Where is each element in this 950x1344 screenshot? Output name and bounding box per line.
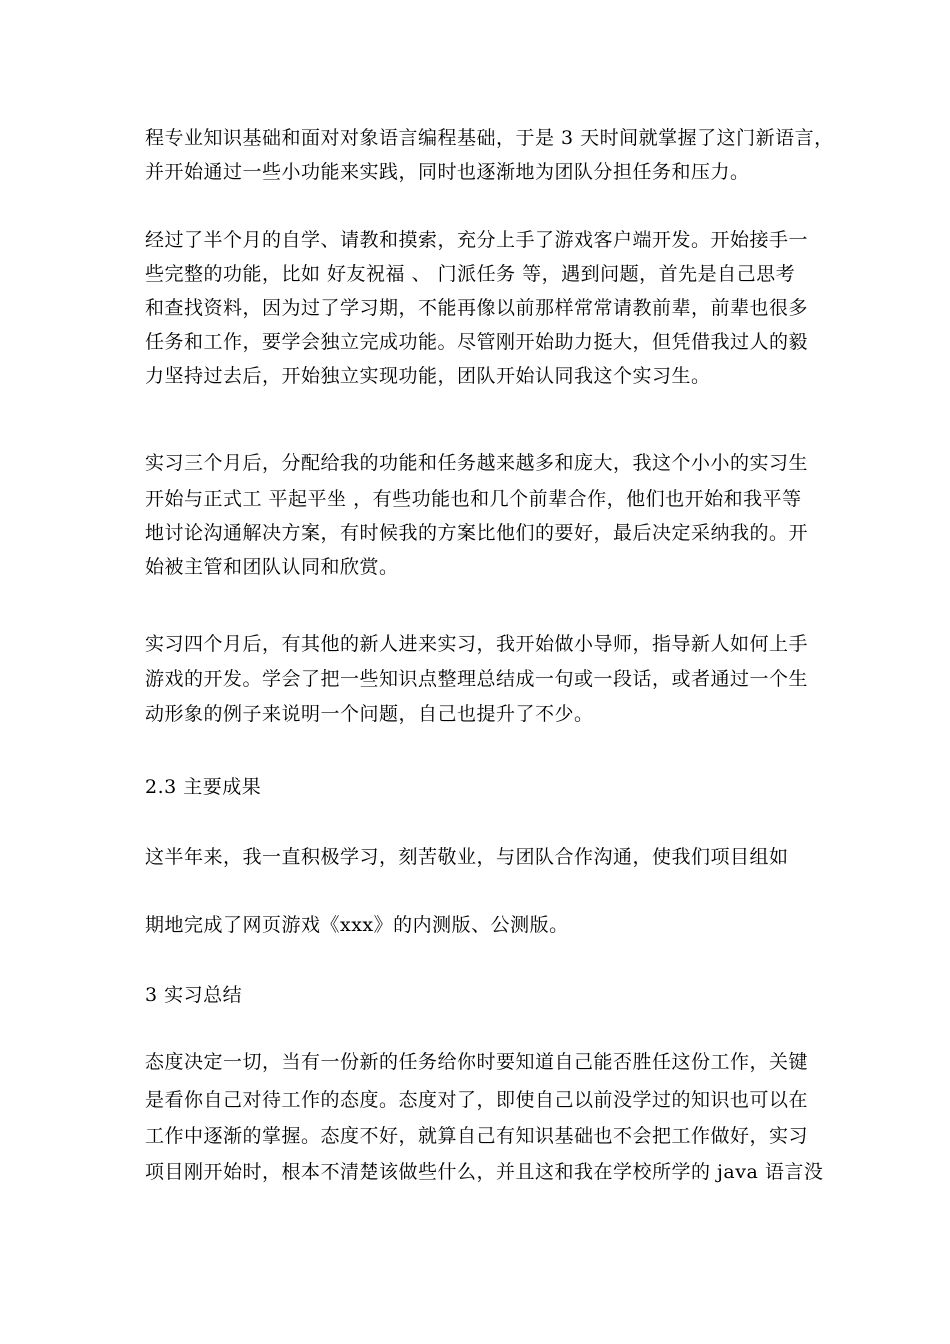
text-line: 期地完成了网页游戏《xxx》的内测版、公测版。 [145,914,569,936]
text-line: 经过了半个月的自学、请教和摸索，充分上手了游戏客户端开发。开始接手一 [145,229,809,251]
text-line: 始被主管和团队认同和欣赏。 [145,556,399,578]
section-heading: 2.3 主要成果 [145,776,262,798]
text-line: 工作中逐渐的掌握。态度不好，就算自己有知识基础也不会把工作做好，实习 [145,1125,809,1147]
text-line: 任务和工作，要学会独立完成功能。尽管刚开始助力挺大，但凭借我过人的毅 [145,331,809,353]
text-line: 并开始通过一些小功能来实践，同时也逐渐地为团队分担任务和压力。 [145,161,750,183]
text-line: 这半年来，我一直积极学习，刻苦敬业，与团队合作沟通，使我们项目组如 [145,846,789,868]
text-line: 项目刚开始时，根本不清楚该做些什么，并且这和我在学校所学的 java 语言没 [145,1161,824,1183]
text-line: 是看你自己对待工作的态度。态度对了，即使自己以前没学过的知识也可以在 [145,1089,809,1111]
text-line: 动形象的例子来说明一个问题，自己也提升了不少。 [145,703,594,725]
text-line: 和查找资料，因为过了学习期，不能再像以前那样常常请教前辈，前辈也很多 [145,297,809,319]
text-line: 地讨论沟通解决方案，有时候我的方案比他们的要好，最后决定采纳我的。开 [145,522,809,544]
text-line: 程专业知识基础和面对对象语言编程基础，于是 3 天时间就掌握了这门新语言， [145,127,834,149]
text-line: 游戏的开发。学会了把一些知识点整理总结成一句或一段话，或者通过一个生 [145,668,809,690]
text-line: 开始与正式工 平起平坐 ，有些功能也和几个前辈合作，他们也开始和我平等 [145,488,802,510]
section-heading: 3 实习总结 [145,984,243,1006]
text-line: 实习四个月后，有其他的新人进来实习，我开始做小导师，指导新人如何上手 [145,633,809,655]
text-line: 力坚持过去后，开始独立实现功能，团队开始认同我这个实习生。 [145,365,711,387]
text-line: 实习三个月后，分配给我的功能和任务越来越多和庞大，我这个小小的实习生 [145,452,809,474]
text-line: 些完整的功能，比如 好友祝福 、 门派任务 等，遇到问题，首先是自己思考 [145,263,796,285]
text-line: 态度决定一切，当有一份新的任务给你时要知道自己能否胜任这份工作，关键 [145,1051,809,1073]
